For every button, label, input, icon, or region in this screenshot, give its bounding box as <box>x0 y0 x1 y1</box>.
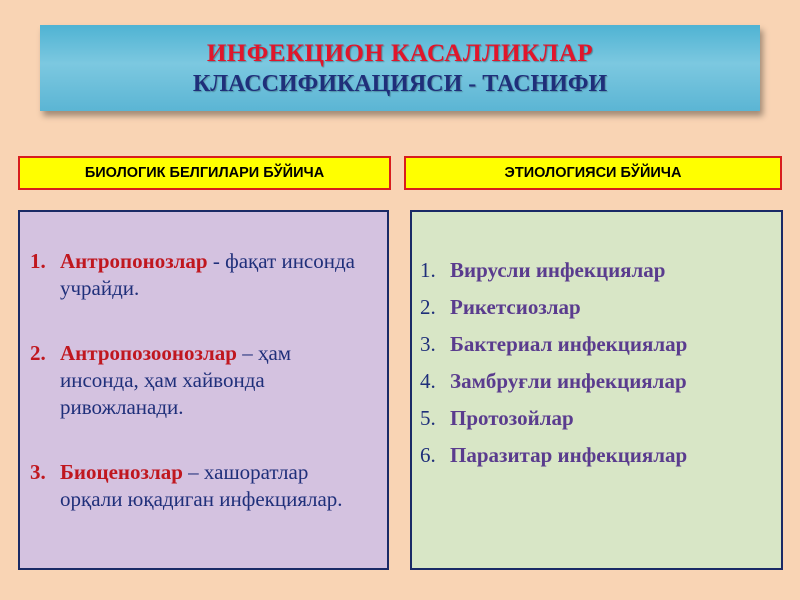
item-description: – ҳам инсонда, ҳам хайвонда ривожланади. <box>60 341 292 419</box>
list-item <box>30 459 375 513</box>
item-description: – хашоратлар орқали юқадиган инфекциялар. <box>60 460 343 511</box>
list-item <box>420 400 775 437</box>
etiology-header: ЭТИОЛОГИЯСИ БЎЙИЧА <box>404 156 782 190</box>
title-line-2: КЛАССИФИКАЦИЯСИ - ТАСНИФИ <box>192 71 608 97</box>
list-item <box>420 437 775 474</box>
item-number: 1. <box>30 249 46 273</box>
item-text <box>60 248 375 302</box>
item-number: 1. <box>420 258 436 282</box>
item-number: 2. <box>420 295 436 319</box>
item-text <box>60 459 375 513</box>
item-number: 3. <box>30 460 46 484</box>
item-label: Протозойлар <box>450 406 574 430</box>
list-item <box>30 340 375 421</box>
title-banner <box>40 25 760 111</box>
list-item <box>30 248 375 302</box>
etiology-list <box>420 252 775 474</box>
item-label: Бактериал инфекциялар <box>450 332 688 356</box>
list-item <box>420 363 775 400</box>
biological-header: БИОЛОГИК БЕЛГИЛАРИ БЎЙИЧА <box>18 156 391 190</box>
item-number: 3. <box>420 332 436 356</box>
list-item <box>420 252 775 289</box>
list-item <box>420 289 775 326</box>
item-description: - фақат инсонда учрайди. <box>60 249 355 300</box>
item-text <box>60 340 375 421</box>
item-number: 2. <box>30 341 46 365</box>
item-term: Антропонозлар <box>60 249 208 273</box>
item-term: Антропозоонозлар <box>60 341 237 365</box>
biological-panel <box>18 210 389 570</box>
etiology-panel <box>410 210 783 570</box>
biological-list <box>30 248 375 551</box>
list-item <box>420 326 775 363</box>
item-number: 6. <box>420 443 436 467</box>
title-line-1: ИНФЕКЦИОН КАСАЛЛИКЛАР <box>206 40 594 67</box>
item-label: Замбруғли инфекциялар <box>450 369 687 393</box>
item-term: Биоценозлар <box>60 460 183 484</box>
item-number: 5. <box>420 406 436 430</box>
item-label: Вирусли инфекциялар <box>450 258 666 282</box>
item-label: Рикетсиозлар <box>450 295 581 319</box>
item-label: Паразитар инфекциялар <box>450 443 688 467</box>
item-number: 4. <box>420 369 436 393</box>
